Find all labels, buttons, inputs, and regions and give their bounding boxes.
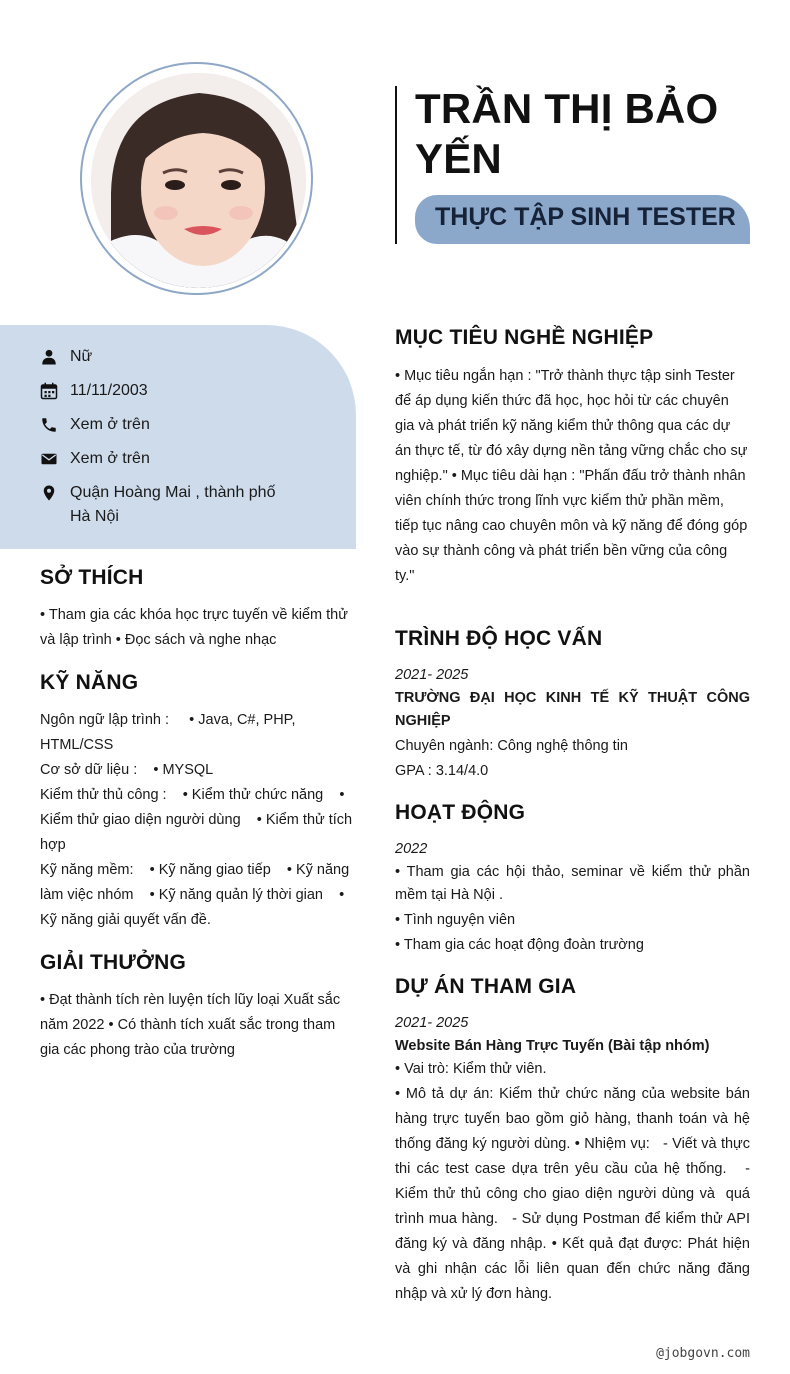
skill-item: Kỹ năng mềm: • Kỹ năng giao tiếp • Kỹ năng làm việc nhóm • Kỹ năng quản lý thời gian • Kỹ năng giải quyết vấn đề. bbox=[40, 862, 354, 928]
activities-entry bbox=[395, 838, 750, 957]
avatar bbox=[91, 73, 306, 288]
watermark: @jobgovn.com bbox=[656, 1346, 750, 1361]
projects-heading: DỰ ÁN THAM GIA bbox=[395, 975, 577, 998]
skill-item: Kiểm thử thủ công : • Kiểm thử chức năng • Kiểm thử giao diện người dùng • Kiểm thử tích hợp bbox=[40, 787, 357, 853]
contact-phone bbox=[40, 413, 290, 437]
education-gpa: GPA : 3.14/4.0 bbox=[395, 763, 489, 779]
person-icon bbox=[40, 345, 70, 369]
address-value: Quận Hoàng Mai , thành phố Hà Nội bbox=[70, 484, 276, 525]
skill-item: Cơ sở dữ liệu : • MYSQL bbox=[40, 762, 214, 778]
awards-heading: GIẢI THƯỞNG bbox=[40, 951, 187, 974]
education-major: Chuyên ngành: Công nghệ thông tin bbox=[395, 738, 628, 754]
objective-heading: MỤC TIÊU NGHỀ NGHIỆP bbox=[395, 326, 654, 349]
skills-heading: KỸ NĂNG bbox=[40, 671, 139, 694]
gender-value: Nữ bbox=[70, 348, 93, 365]
education-school: TRƯỜNG ĐẠI HỌC KINH TẾ KỸ THUẬT CÔNG NGHIỆP bbox=[395, 690, 750, 729]
email-value: Xem ở trên bbox=[70, 450, 150, 467]
calendar-icon bbox=[40, 379, 70, 403]
candidate-name: TRẦN THỊ BẢO YẾN bbox=[415, 85, 719, 182]
activity-item: • Tham gia các hoạt động đoàn trường bbox=[395, 937, 644, 953]
phone-value: Xem ở trên bbox=[70, 416, 150, 433]
name-divider bbox=[395, 86, 397, 244]
skills-list bbox=[40, 708, 356, 933]
education-heading: TRÌNH ĐỘ HỌC VẤN bbox=[395, 627, 603, 650]
mail-icon bbox=[40, 447, 70, 471]
avatar-portrait bbox=[91, 73, 306, 288]
job-title: THỰC TẬP SINH TESTER bbox=[435, 203, 736, 231]
education-entry bbox=[395, 664, 750, 783]
project-role: • Vai trò: Kiểm thử viên. bbox=[395, 1061, 547, 1077]
location-pin-icon bbox=[40, 481, 70, 505]
project-entry bbox=[395, 1012, 755, 1307]
contact-birthdate bbox=[40, 379, 290, 403]
contact-gender bbox=[40, 345, 290, 369]
education-period: 2021- 2025 bbox=[395, 667, 469, 683]
project-period: 2021- 2025 bbox=[395, 1015, 469, 1031]
contact-address bbox=[40, 481, 290, 529]
objective-text: • Mục tiêu ngắn hạn : "Trở thành thực tập sinh Tester để áp dụng kiến thức đã học, học hỏi từ các chuyên gia và phát triển kỹ năng kiểm thử thông qua các dự án thực tế, từ đó xây dựng nền tảng vững chắc cho sự nghiệp." • Mục tiêu dài hạn : "Phấn đấu trở thành nhân viên chính thức trong lĩnh vực kiểm thử phần mềm, tiếp tục nâng cao chuyên môn và kỹ năng để đóng góp vào sự thành công và phát triển bền vững của công ty." bbox=[395, 368, 748, 584]
project-name: Website Bán Hàng Trực Tuyến (Bài tập nhóm) bbox=[395, 1038, 710, 1054]
activity-item: • Tình nguyện viên bbox=[395, 912, 516, 928]
birthdate-value: 11/11/2003 bbox=[70, 382, 148, 399]
contact-email bbox=[40, 447, 290, 471]
activities-period: 2022 bbox=[395, 841, 428, 857]
skill-item: Ngôn ngữ lập trình : • Java, C#, PHP, HTML/CSS bbox=[40, 712, 300, 753]
hobbies-heading: SỞ THÍCH bbox=[40, 566, 144, 589]
awards-text: • Đạt thành tích rèn luyện tích lũy loại Xuất sắc năm 2022 • Có thành tích xuất sắc trong tham gia các phong trào của trường bbox=[40, 992, 341, 1058]
activities-heading: HOẠT ĐỘNG bbox=[395, 801, 526, 824]
project-description: • Mô tả dự án: Kiểm thử chức năng của website bán hàng trực tuyến bao gồm giỏ hàng, thanh toán và hệ thống đăng ký người dùng. • Nhiệm vụ: - Viết và thực thi các test case dựa trên yêu cầu của hệ thống. - Kiểm thử thủ công cho giao diện người dùng và quá trình mua hàng. - Sử dụng Postman để kiểm thử API đăng ký và đăng nhập. • Kết quả đạt được: Phát hiện và ghi nhận các lỗi liên quan đến chức năng đăng nhập và xử lý đơn hàng. bbox=[395, 1086, 755, 1302]
phone-icon bbox=[40, 413, 70, 437]
activity-item: • Tham gia các hội thảo, seminar về kiểm thử phần mềm tại Hà Nội . bbox=[395, 864, 750, 903]
hobbies-text: • Tham gia các khóa học trực tuyến về kiểm thử và lập trình • Đọc sách và nghe nhạc bbox=[40, 607, 348, 648]
